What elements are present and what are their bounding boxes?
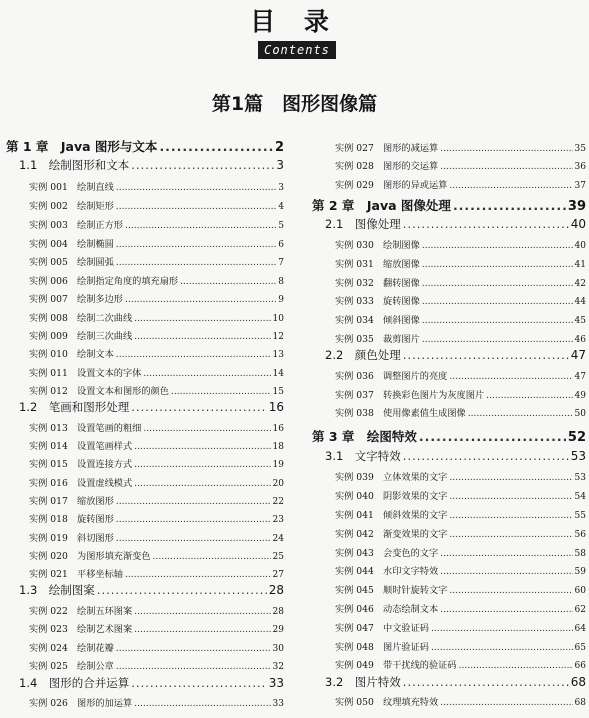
toc-label: 实例 050 纹理填充特效 xyxy=(335,697,439,708)
toc-page-number: 46 xyxy=(574,335,586,345)
toc-page-number: 29 xyxy=(272,625,284,635)
toc-page-number: 14 xyxy=(272,369,284,379)
toc-page-number: 68 xyxy=(574,698,586,708)
toc-page-number: 27 xyxy=(272,570,284,580)
toc-entry xyxy=(312,158,586,172)
leader-dots xyxy=(116,496,271,507)
toc-entry xyxy=(312,405,586,419)
toc-page-number: 4 xyxy=(278,202,284,212)
leader-dots xyxy=(116,661,271,672)
toc-section xyxy=(6,157,284,173)
toc-label: 3.1 文字特效 xyxy=(325,449,401,463)
toc-label: 2.2 颜色处理 xyxy=(325,348,401,362)
toc-entry xyxy=(6,217,284,231)
toc-entry xyxy=(6,310,284,324)
leader-dots xyxy=(422,296,573,307)
toc-label: 实例 049 带干扰线的验证码 xyxy=(335,660,457,671)
toc-page-number: 7 xyxy=(278,258,284,268)
leader-dots xyxy=(449,529,572,540)
toc-label: 实例 034 倾斜图像 xyxy=(335,315,420,326)
toc-label: 实例 041 倾斜效果的文字 xyxy=(335,510,448,521)
toc-entry xyxy=(6,420,284,434)
toc-entry xyxy=(312,601,586,615)
toc-section xyxy=(312,216,586,232)
toc-label: 实例 046 动态绘制文本 xyxy=(335,604,439,615)
toc-label: 实例 048 图片验证码 xyxy=(335,642,429,653)
leader-dots xyxy=(116,182,276,193)
leader-dots xyxy=(449,472,572,483)
toc-page-number: 37 xyxy=(574,181,586,191)
toc-section xyxy=(312,347,586,363)
leader-dots xyxy=(403,675,569,689)
toc-section xyxy=(312,674,586,690)
toc-page-number: 2 xyxy=(274,140,284,155)
leader-dots xyxy=(180,276,276,287)
toc-page-number: 59 xyxy=(574,567,586,577)
toc-label: 实例 016 设置虚线模式 xyxy=(29,478,133,489)
toc-entry xyxy=(312,563,586,577)
toc-page-number: 35 xyxy=(574,144,586,154)
leader-dots xyxy=(431,642,573,653)
toc-entry xyxy=(312,331,586,345)
toc-entry xyxy=(6,236,284,250)
toc-label: 实例 024 绘制花瓣 xyxy=(29,643,114,654)
toc-entry xyxy=(312,237,586,251)
leader-dots xyxy=(134,331,270,342)
toc-label: 实例 035 裁剪图片 xyxy=(335,334,420,345)
leader-dots xyxy=(403,217,569,231)
toc-label: 实例 021 平移坐标轴 xyxy=(29,569,123,580)
toc-label: 实例 013 设置笔画的粗细 xyxy=(29,423,142,434)
leader-dots xyxy=(153,551,271,562)
toc-label: 第 3 章 绘图特效 xyxy=(312,429,417,444)
toc-label: 实例 009 绘制三次曲线 xyxy=(29,331,133,342)
toc-entry xyxy=(312,657,586,671)
toc-page-number: 23 xyxy=(272,515,284,525)
leader-dots xyxy=(403,348,569,362)
leader-dots xyxy=(440,143,572,154)
toc-page-number: 30 xyxy=(272,644,284,654)
toc-label: 3.2 图片特效 xyxy=(325,675,401,689)
toc-entry xyxy=(312,639,586,653)
toc-entry xyxy=(312,312,586,326)
toc-entry xyxy=(312,140,586,154)
toc-label: 实例 037 转换彩色图片为灰度图片 xyxy=(335,390,485,401)
leader-dots xyxy=(449,180,572,191)
toc-page-number: 6 xyxy=(278,240,284,250)
toc-page-number: 53 xyxy=(570,449,586,463)
toc-page-number: 36 xyxy=(574,162,586,172)
toc-chapter xyxy=(6,137,284,155)
toc-page-number: 54 xyxy=(574,492,586,502)
toc-label: 实例 019 斜切图形 xyxy=(29,533,114,544)
leader-dots xyxy=(422,278,573,289)
toc-label: 实例 006 绘制指定角度的填充扇形 xyxy=(29,276,179,287)
leader-dots xyxy=(440,161,572,172)
toc-entry xyxy=(6,640,284,654)
leader-dots xyxy=(116,201,276,212)
toc-label: 实例 039 立体效果的文字 xyxy=(335,472,448,483)
toc-entry xyxy=(6,566,284,580)
toc-page-number: 24 xyxy=(272,534,284,544)
leader-dots xyxy=(116,239,276,250)
toc-page-number: 8 xyxy=(278,277,284,287)
toc-entry xyxy=(312,526,586,540)
toc-label: 实例 028 图形的交运算 xyxy=(335,161,439,172)
toc-label: 实例 038 使用像素值生成图像 xyxy=(335,408,466,419)
toc-label: 实例 023 绘制艺术图案 xyxy=(29,624,133,635)
leader-dots xyxy=(116,349,271,360)
toc-entry xyxy=(312,293,586,307)
leader-dots xyxy=(449,371,572,382)
toc-page-number: 47 xyxy=(570,348,586,362)
toc-label: 1.3 绘制图案 xyxy=(19,583,95,597)
toc-label: 第 2 章 Java 图像处理 xyxy=(312,198,451,213)
toc-label: 实例 020 为图形填充渐变色 xyxy=(29,551,151,562)
toc-page-number: 12 xyxy=(272,332,284,342)
toc-page-number: 20 xyxy=(272,479,284,489)
leader-dots xyxy=(116,514,271,525)
toc-label: 实例 001 绘制直线 xyxy=(29,182,114,193)
toc-label: 实例 025 绘制公章 xyxy=(29,661,114,672)
toc-label: 实例 029 图形的异或运算 xyxy=(335,180,448,191)
toc-page-number: 56 xyxy=(574,530,586,540)
toc-page-number: 65 xyxy=(574,643,586,653)
leader-dots xyxy=(125,220,276,231)
toc-page-number: 41 xyxy=(574,260,586,270)
toc-label: 实例 040 阴影效果的文字 xyxy=(335,491,448,502)
toc-entry xyxy=(6,179,284,193)
toc-entry xyxy=(312,507,586,521)
toc-label: 实例 008 绘制二次曲线 xyxy=(29,313,133,324)
leader-dots xyxy=(449,585,572,596)
toc-label: 实例 027 图形的减运算 xyxy=(335,143,439,154)
toc-entry xyxy=(312,694,586,708)
toc-entry xyxy=(6,493,284,507)
toc-entry xyxy=(6,438,284,452)
toc-label: 实例 043 会变色的文字 xyxy=(335,548,439,559)
toc-entry xyxy=(6,365,284,379)
toc-entry xyxy=(6,456,284,470)
toc-label: 实例 032 翻转图像 xyxy=(335,278,420,289)
leader-dots xyxy=(440,604,572,615)
toc-page-number: 53 xyxy=(574,473,586,483)
leader-dots xyxy=(134,459,270,470)
toc-page-number: 47 xyxy=(574,372,586,382)
toc-label: 实例 015 设置连接方式 xyxy=(29,459,133,470)
leader-dots xyxy=(134,624,270,635)
toc-label: 实例 042 渐变效果的文字 xyxy=(335,529,448,540)
toc-entry xyxy=(312,582,586,596)
leader-dots xyxy=(422,240,573,251)
toc-page-number: 3 xyxy=(276,158,284,172)
toc-page-number: 33 xyxy=(268,676,284,690)
leader-dots xyxy=(134,313,270,324)
toc-page-number: 68 xyxy=(570,675,586,689)
leader-dots xyxy=(134,478,270,489)
leader-dots xyxy=(125,569,271,580)
toc-page-number: 49 xyxy=(574,391,586,401)
leader-dots xyxy=(440,548,572,559)
leader-dots xyxy=(171,386,271,397)
toc-label: 实例 045 顺时针旋转文字 xyxy=(335,585,448,596)
toc-page-number: 28 xyxy=(268,583,284,597)
toc-page-number: 39 xyxy=(567,199,586,214)
leader-dots xyxy=(440,566,572,577)
toc-page-number: 40 xyxy=(574,241,586,251)
toc-page-number: 42 xyxy=(574,279,586,289)
leader-dots xyxy=(131,400,266,414)
toc-section xyxy=(312,448,586,464)
leader-dots xyxy=(468,408,573,419)
leader-dots xyxy=(419,429,566,444)
leader-dots xyxy=(449,491,572,502)
toc-page-number: 28 xyxy=(272,607,284,617)
toc-page-number: 16 xyxy=(272,424,284,434)
toc-page-number: 64 xyxy=(574,624,586,634)
leader-dots xyxy=(116,643,271,654)
toc-entry xyxy=(6,603,284,617)
toc-label: 实例 005 绘制圆弧 xyxy=(29,257,114,268)
toc-entry xyxy=(312,620,586,634)
toc-page-number: 5 xyxy=(278,221,284,231)
leader-dots xyxy=(143,368,270,379)
toc-chapter xyxy=(312,196,586,214)
toc-label: 实例 033 旋转图像 xyxy=(335,296,420,307)
toc-entry xyxy=(6,198,284,212)
toc-page-number: 45 xyxy=(574,316,586,326)
leader-dots xyxy=(134,441,270,452)
toc-label: 实例 030 绘制图像 xyxy=(335,240,420,251)
toc-label: 实例 004 绘制椭圆 xyxy=(29,239,114,250)
toc-page-number: 33 xyxy=(272,699,284,709)
toc-section xyxy=(6,582,284,598)
toc-page-number: 13 xyxy=(272,350,284,360)
toc-label: 实例 003 绘制正方形 xyxy=(29,220,123,231)
toc-entry xyxy=(6,475,284,489)
toc-entry xyxy=(312,469,586,483)
toc-label: 实例 014 设置笔画样式 xyxy=(29,441,133,452)
toc-label: 实例 010 绘制文本 xyxy=(29,349,114,360)
leader-dots xyxy=(440,697,572,708)
leader-dots xyxy=(125,294,276,305)
leader-dots xyxy=(422,334,573,345)
toc-section xyxy=(6,675,284,691)
leader-dots xyxy=(143,423,270,434)
toc-entry xyxy=(6,530,284,544)
toc-page-number: 44 xyxy=(574,297,586,307)
toc-entry xyxy=(6,383,284,397)
leader-dots xyxy=(97,583,267,597)
leader-dots xyxy=(486,390,572,401)
toc-entry xyxy=(312,177,586,191)
toc-entry xyxy=(312,387,586,401)
toc-label: 实例 011 设置文本的字体 xyxy=(29,368,142,379)
toc-entry xyxy=(6,621,284,635)
toc-entry xyxy=(6,511,284,525)
toc-page-number: 40 xyxy=(570,217,586,231)
leader-dots xyxy=(116,533,271,544)
toc-label: 实例 031 缩放图像 xyxy=(335,259,420,270)
part-title: 第1篇 图形图像篇 xyxy=(211,93,378,115)
leader-dots xyxy=(116,257,276,268)
toc-label: 实例 022 绘制五环图案 xyxy=(29,606,133,617)
toc-page-number: 9 xyxy=(278,295,284,305)
toc-entry xyxy=(6,254,284,268)
toc-entry xyxy=(312,275,586,289)
toc-entry xyxy=(6,658,284,672)
toc-page-number: 15 xyxy=(272,387,284,397)
toc-label: 实例 036 调整图片的亮度 xyxy=(335,371,448,382)
toc-label: 2.1 图像处理 xyxy=(325,217,401,231)
leader-dots xyxy=(422,315,573,326)
leader-dots xyxy=(453,198,566,213)
toc-entry xyxy=(6,346,284,360)
toc-entry xyxy=(312,368,586,382)
toc-entry xyxy=(312,545,586,559)
toc-label: 实例 007 绘制多边形 xyxy=(29,294,123,305)
toc-page-number: 58 xyxy=(574,549,586,559)
toc-label: 1.4 图形的合并运算 xyxy=(19,676,130,690)
toc-entry xyxy=(6,548,284,562)
leader-dots xyxy=(134,606,270,617)
leader-dots xyxy=(131,676,266,690)
toc-page-number: 60 xyxy=(574,586,586,596)
toc-page-number: 3 xyxy=(278,183,284,193)
toc-entry xyxy=(312,488,586,502)
toc-label: 实例 044 水印文字特效 xyxy=(335,566,439,577)
toc-entry xyxy=(6,695,284,709)
toc-label: 实例 012 设置文本和图形的颜色 xyxy=(29,386,169,397)
toc-page-number: 25 xyxy=(272,552,284,562)
leader-dots xyxy=(459,660,573,671)
toc-label: 1.2 笔画和图形处理 xyxy=(19,400,130,414)
toc-page-number: 19 xyxy=(272,460,284,470)
toc-page-number: 66 xyxy=(574,661,586,671)
toc-section xyxy=(6,399,284,415)
toc-entry xyxy=(312,256,586,270)
toc-label: 实例 026 图形的加运算 xyxy=(29,698,133,709)
toc-page-number: 62 xyxy=(574,605,586,615)
toc-page-number: 22 xyxy=(272,497,284,507)
leader-dots xyxy=(422,259,573,270)
toc-page-number: 18 xyxy=(272,442,284,452)
leader-dots xyxy=(449,510,572,521)
leader-dots xyxy=(403,449,569,463)
toc-entry xyxy=(6,291,284,305)
toc-page-number: 10 xyxy=(272,314,284,324)
toc-entry xyxy=(6,273,284,287)
toc-page-number: 55 xyxy=(574,511,586,521)
toc-entry xyxy=(6,328,284,342)
toc-page-number: 32 xyxy=(272,662,284,672)
contents-label: Contents xyxy=(258,41,336,59)
toc-page-number: 52 xyxy=(567,430,586,445)
leader-dots xyxy=(159,139,273,154)
toc-chapter xyxy=(312,427,586,445)
toc-page-number: 16 xyxy=(268,400,284,414)
toc-page-number: 50 xyxy=(574,409,586,419)
page-title: 目 录 xyxy=(250,7,339,36)
toc-label: 实例 017 缩放图形 xyxy=(29,496,114,507)
toc-label: 实例 018 旋转图形 xyxy=(29,514,114,525)
toc-label: 1.1 绘制图形和文本 xyxy=(19,158,130,172)
leader-dots xyxy=(134,698,270,709)
toc-label: 第 1 章 Java 图形与文本 xyxy=(6,139,158,154)
toc-label: 实例 047 中文验证码 xyxy=(335,623,429,634)
leader-dots xyxy=(131,158,274,172)
toc-label: 实例 002 绘制矩形 xyxy=(29,201,114,212)
leader-dots xyxy=(431,623,573,634)
